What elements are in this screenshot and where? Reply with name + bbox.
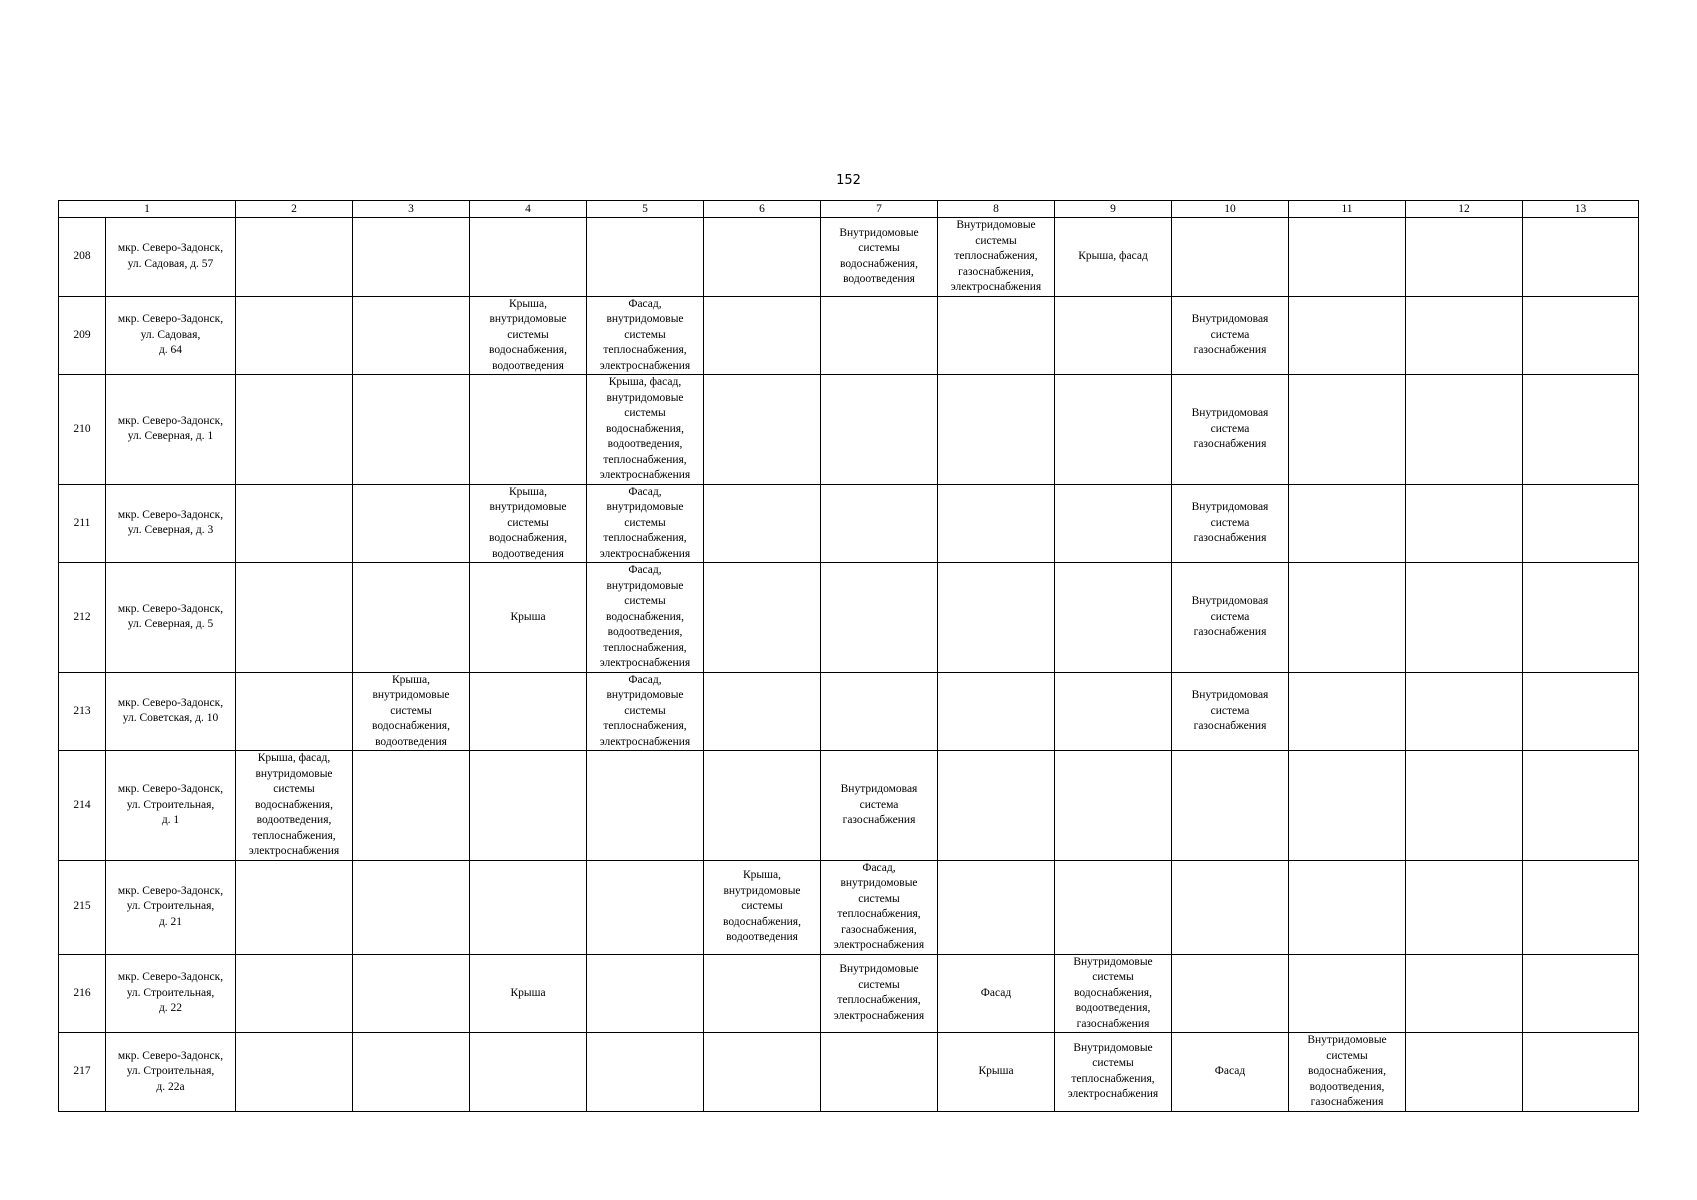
work-cell: Крыша, внутридомовые системы водоснабжения, водоотведения [353, 672, 470, 751]
work-cell [1055, 375, 1172, 485]
address-cell: мкр. Северо-Задонск, ул. Строительная, д. 21 [106, 860, 236, 954]
work-cell [236, 296, 353, 375]
column-header: 4 [470, 201, 587, 218]
work-cell [1172, 860, 1289, 954]
work-cell [1289, 563, 1406, 673]
work-cell [1523, 860, 1639, 954]
row-number: 209 [59, 296, 106, 375]
work-cell [1406, 218, 1523, 297]
work-cell [1523, 954, 1639, 1033]
work-cell [1055, 860, 1172, 954]
work-cell [353, 296, 470, 375]
work-cell: Фасад [1172, 1033, 1289, 1112]
address-cell: мкр. Северо-Задонск, ул. Северная, д. 1 [106, 375, 236, 485]
table-row [59, 672, 1639, 751]
work-cell [236, 954, 353, 1033]
work-cell [821, 672, 938, 751]
work-cell: Крыша, внутридомовые системы водоснабжения, водоотведения [704, 860, 821, 954]
work-cell [1523, 484, 1639, 563]
work-cell: Фасад, внутридомовые системы теплоснабжения, электроснабжения [587, 296, 704, 375]
work-cell [470, 672, 587, 751]
work-cell [470, 860, 587, 954]
table-row [59, 218, 1639, 297]
work-cell: Фасад, внутридомовые системы теплоснабжения, электроснабжения [587, 672, 704, 751]
work-cell [1406, 484, 1523, 563]
work-cell: Крыша, внутридомовые системы водоснабжения, водоотведения [470, 296, 587, 375]
work-cell [1055, 563, 1172, 673]
work-cell [704, 751, 821, 861]
work-cell: Внутридомовая система газоснабжения [1172, 484, 1289, 563]
work-cell [353, 751, 470, 861]
work-cell [704, 954, 821, 1033]
work-cell [236, 563, 353, 673]
work-cell: Фасад, внутридомовые системы водоснабжения, водоотведения, теплоснабжения, электроснабжения [587, 563, 704, 673]
work-cell: Крыша [470, 954, 587, 1033]
work-cell [353, 954, 470, 1033]
column-header: 3 [353, 201, 470, 218]
work-cell [587, 751, 704, 861]
work-cell [1523, 296, 1639, 375]
work-cell: Внутридомовые системы водоснабжения, водоотведения [821, 218, 938, 297]
work-cell [1289, 296, 1406, 375]
table-row [59, 375, 1639, 485]
work-cell [1406, 672, 1523, 751]
work-cell [1289, 484, 1406, 563]
column-header: 5 [587, 201, 704, 218]
work-cell [704, 375, 821, 485]
work-cell [704, 1033, 821, 1112]
row-number: 212 [59, 563, 106, 673]
address-cell: мкр. Северо-Задонск, ул. Строительная, д. 1 [106, 751, 236, 861]
work-cell: Внутридомовая система газоснабжения [1172, 672, 1289, 751]
work-cell [587, 218, 704, 297]
row-number: 208 [59, 218, 106, 297]
work-cell [1523, 1033, 1639, 1112]
work-cell: Фасад, внутридомовые системы теплоснабжения, электроснабжения [587, 484, 704, 563]
row-number: 214 [59, 751, 106, 861]
work-cell [1172, 218, 1289, 297]
work-cell [1406, 563, 1523, 673]
work-cell [1523, 751, 1639, 861]
work-cell: Крыша, фасад [1055, 218, 1172, 297]
column-header: 12 [1406, 201, 1523, 218]
work-cell [1406, 375, 1523, 485]
row-number: 211 [59, 484, 106, 563]
work-cell: Крыша, фасад, внутридомовые системы водоснабжения, водоотведения, теплоснабжения, электроснабжения [587, 375, 704, 485]
work-cell: Внутридомовые системы теплоснабжения, электроснабжения [821, 954, 938, 1033]
address-cell: мкр. Северо-Задонск, ул. Советская, д. 10 [106, 672, 236, 751]
column-header: 2 [236, 201, 353, 218]
work-cell [1523, 218, 1639, 297]
work-cell [938, 860, 1055, 954]
page-number: 152 [836, 173, 861, 188]
work-cell [1289, 375, 1406, 485]
work-cell [1055, 751, 1172, 861]
work-cell: Внутридомовые системы теплоснабжения, газоснабжения, электроснабжения [938, 218, 1055, 297]
work-cell [1172, 954, 1289, 1033]
work-cell [470, 1033, 587, 1112]
work-cell [587, 1033, 704, 1112]
work-cell [236, 1033, 353, 1112]
work-cell [353, 218, 470, 297]
work-cell [938, 296, 1055, 375]
column-header: 7 [821, 201, 938, 218]
work-cell [236, 218, 353, 297]
repair-plan-table [58, 200, 1639, 1112]
work-cell: Внутридомовая система газоснабжения [821, 751, 938, 861]
table-row [59, 1033, 1639, 1112]
work-cell [1406, 296, 1523, 375]
work-cell [353, 860, 470, 954]
work-cell [1055, 296, 1172, 375]
row-number: 217 [59, 1033, 106, 1112]
work-cell [938, 751, 1055, 861]
column-header: 13 [1523, 201, 1639, 218]
work-cell [1055, 672, 1172, 751]
work-cell [1523, 375, 1639, 485]
column-header-row [59, 201, 1639, 218]
work-cell [236, 484, 353, 563]
work-cell [353, 563, 470, 673]
work-cell [236, 672, 353, 751]
work-cell [1289, 860, 1406, 954]
work-cell [1289, 954, 1406, 1033]
work-cell [587, 954, 704, 1033]
work-cell [353, 375, 470, 485]
address-cell: мкр. Северо-Задонск, ул. Строительная, д. 22а [106, 1033, 236, 1112]
work-cell [821, 563, 938, 673]
work-cell [938, 563, 1055, 673]
work-cell [1523, 563, 1639, 673]
address-cell: мкр. Северо-Задонск, ул. Садовая, д. 64 [106, 296, 236, 375]
table-row [59, 751, 1639, 861]
work-cell: Внутридомовые системы водоснабжения, водоотведения, газоснабжения [1055, 954, 1172, 1033]
work-cell [1289, 672, 1406, 751]
work-cell [938, 375, 1055, 485]
table-row [59, 954, 1639, 1033]
column-header: 8 [938, 201, 1055, 218]
address-cell: мкр. Северо-Задонск, ул. Садовая, д. 57 [106, 218, 236, 297]
row-number: 210 [59, 375, 106, 485]
column-header: 6 [704, 201, 821, 218]
work-cell: Крыша [470, 563, 587, 673]
work-cell [1523, 672, 1639, 751]
work-cell: Крыша, внутридомовые системы водоснабжения, водоотведения [470, 484, 587, 563]
table-row [59, 484, 1639, 563]
work-cell: Внутридомовая система газоснабжения [1172, 563, 1289, 673]
column-header: 1 [59, 201, 236, 218]
work-cell [353, 1033, 470, 1112]
work-cell [1055, 484, 1172, 563]
work-cell: Фасад, внутридомовые системы теплоснабжения, газоснабжения, электроснабжения [821, 860, 938, 954]
work-cell: Внутридомовая система газоснабжения [1172, 375, 1289, 485]
column-header: 10 [1172, 201, 1289, 218]
row-number: 216 [59, 954, 106, 1033]
work-cell [1172, 751, 1289, 861]
column-header: 9 [1055, 201, 1172, 218]
work-cell [587, 860, 704, 954]
work-cell [704, 563, 821, 673]
work-cell [1406, 954, 1523, 1033]
work-cell [704, 484, 821, 563]
work-cell: Внутридомовая система газоснабжения [1172, 296, 1289, 375]
address-cell: мкр. Северо-Задонск, ул. Северная, д. 5 [106, 563, 236, 673]
work-cell [821, 296, 938, 375]
table-body [59, 201, 1639, 1112]
work-cell [470, 751, 587, 861]
work-cell [704, 672, 821, 751]
work-cell [1289, 751, 1406, 861]
work-cell [1289, 218, 1406, 297]
column-header: 11 [1289, 201, 1406, 218]
table-row [59, 860, 1639, 954]
work-cell [821, 375, 938, 485]
work-cell [1406, 860, 1523, 954]
work-cell: Крыша [938, 1033, 1055, 1112]
work-cell: Внутридомовые системы теплоснабжения, электроснабжения [1055, 1033, 1172, 1112]
work-cell: Внутридомовые системы водоснабжения, водоотведения, газоснабжения [1289, 1033, 1406, 1112]
work-cell [821, 484, 938, 563]
work-cell [938, 672, 1055, 751]
row-number: 215 [59, 860, 106, 954]
work-cell [470, 218, 587, 297]
work-cell [1406, 751, 1523, 861]
work-cell [938, 484, 1055, 563]
work-cell [1406, 1033, 1523, 1112]
work-cell: Фасад [938, 954, 1055, 1033]
work-cell [236, 860, 353, 954]
work-cell [470, 375, 587, 485]
work-cell: Крыша, фасад, внутридомовые системы водоснабжения, водоотведения, теплоснабжения, электроснабжения [236, 751, 353, 861]
work-cell [353, 484, 470, 563]
work-cell [704, 296, 821, 375]
row-number: 213 [59, 672, 106, 751]
table-row [59, 296, 1639, 375]
work-cell [821, 1033, 938, 1112]
address-cell: мкр. Северо-Задонск, ул. Северная, д. 3 [106, 484, 236, 563]
work-cell [704, 218, 821, 297]
work-cell [236, 375, 353, 485]
table-row [59, 563, 1639, 673]
address-cell: мкр. Северо-Задонск, ул. Строительная, д. 22 [106, 954, 236, 1033]
